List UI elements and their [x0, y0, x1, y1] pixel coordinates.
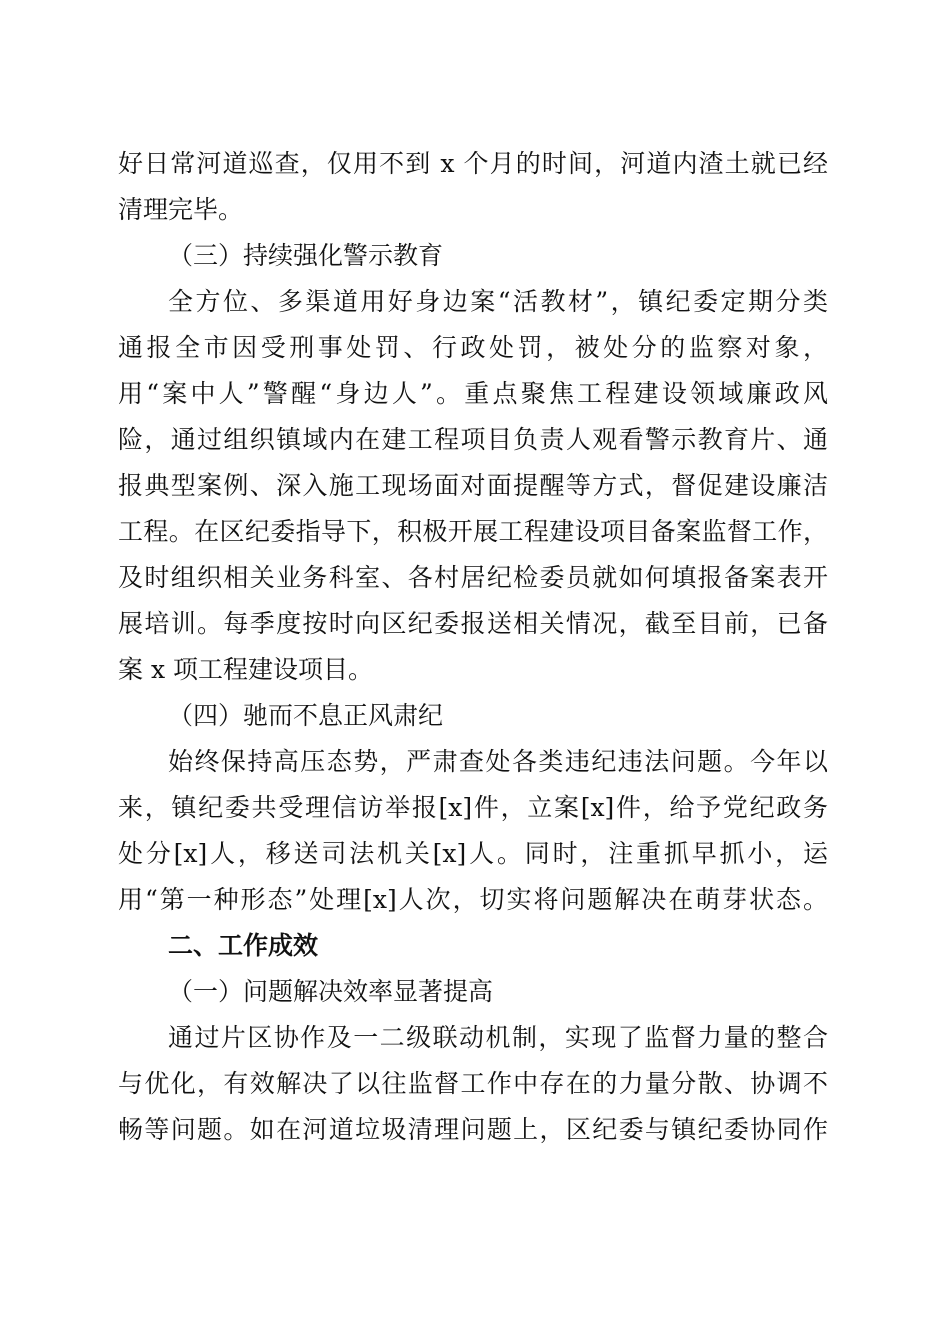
section-heading: （四）驰而不息正风肃纪: [168, 701, 444, 730]
body-line: 及时组织相关业务科室、各村居纪检委员就如何填报备案表开: [118, 563, 828, 592]
body-line: 报典型案例、深入施工现场面对面提醒等方式，督促建设廉洁: [118, 471, 828, 500]
body-line: 与优化，有效解决了以往监督工作中存在的力量分散、协调不: [118, 1069, 828, 1098]
body-line: 处分[x]人，移送司法机关[x]人。同时，注重抓早抓小，运: [118, 839, 828, 868]
body-line: 畅等问题。如在河道垃圾清理问题上，区纪委与镇纪委协同作: [118, 1115, 828, 1144]
body-line: 清理完毕。: [118, 195, 244, 224]
body-line: 用“第一种形态”处理[x]人次，切实将问题解决在萌芽状态。: [118, 885, 828, 914]
body-line: 全方位、多渠道用好身边案“活教材”，镇纪委定期分类: [168, 287, 828, 316]
body-line: 用“案中人”警醒“身边人”。重点聚焦工程建设领域廉政风: [118, 379, 828, 408]
chapter-heading: 二、工作成效: [168, 931, 319, 960]
body-line: 始终保持高压态势，严肃查处各类违纪违法问题。今年以: [168, 747, 828, 776]
body-line: 工程。在区纪委指导下，积极开展工程建设项目备案监督工作，: [118, 517, 828, 546]
body-line: 好日常河道巡查，仅用不到 x 个月的时间，河道内渣土就已经: [118, 149, 828, 178]
section-heading: （三）持续强化警示教育: [168, 241, 444, 270]
body-line: 险，通过组织镇域内在建工程项目负责人观看警示教育片、通: [118, 425, 828, 454]
body-line: 展培训。每季度按时向区纪委报送相关情况，截至目前，已备: [118, 609, 828, 638]
body-line: 通报全市因受刑事处罚、行政处罚，被处分的监察对象，: [118, 333, 828, 362]
body-line: 案 x 项工程建设项目。: [118, 655, 373, 684]
section-heading: （一）问题解决效率显著提高: [168, 977, 494, 1006]
body-line: 来，镇纪委共受理信访举报[x]件，立案[x]件，给予党纪政务: [118, 793, 828, 822]
body-line: 通过片区协作及一二级联动机制，实现了监督力量的整合: [168, 1023, 828, 1052]
